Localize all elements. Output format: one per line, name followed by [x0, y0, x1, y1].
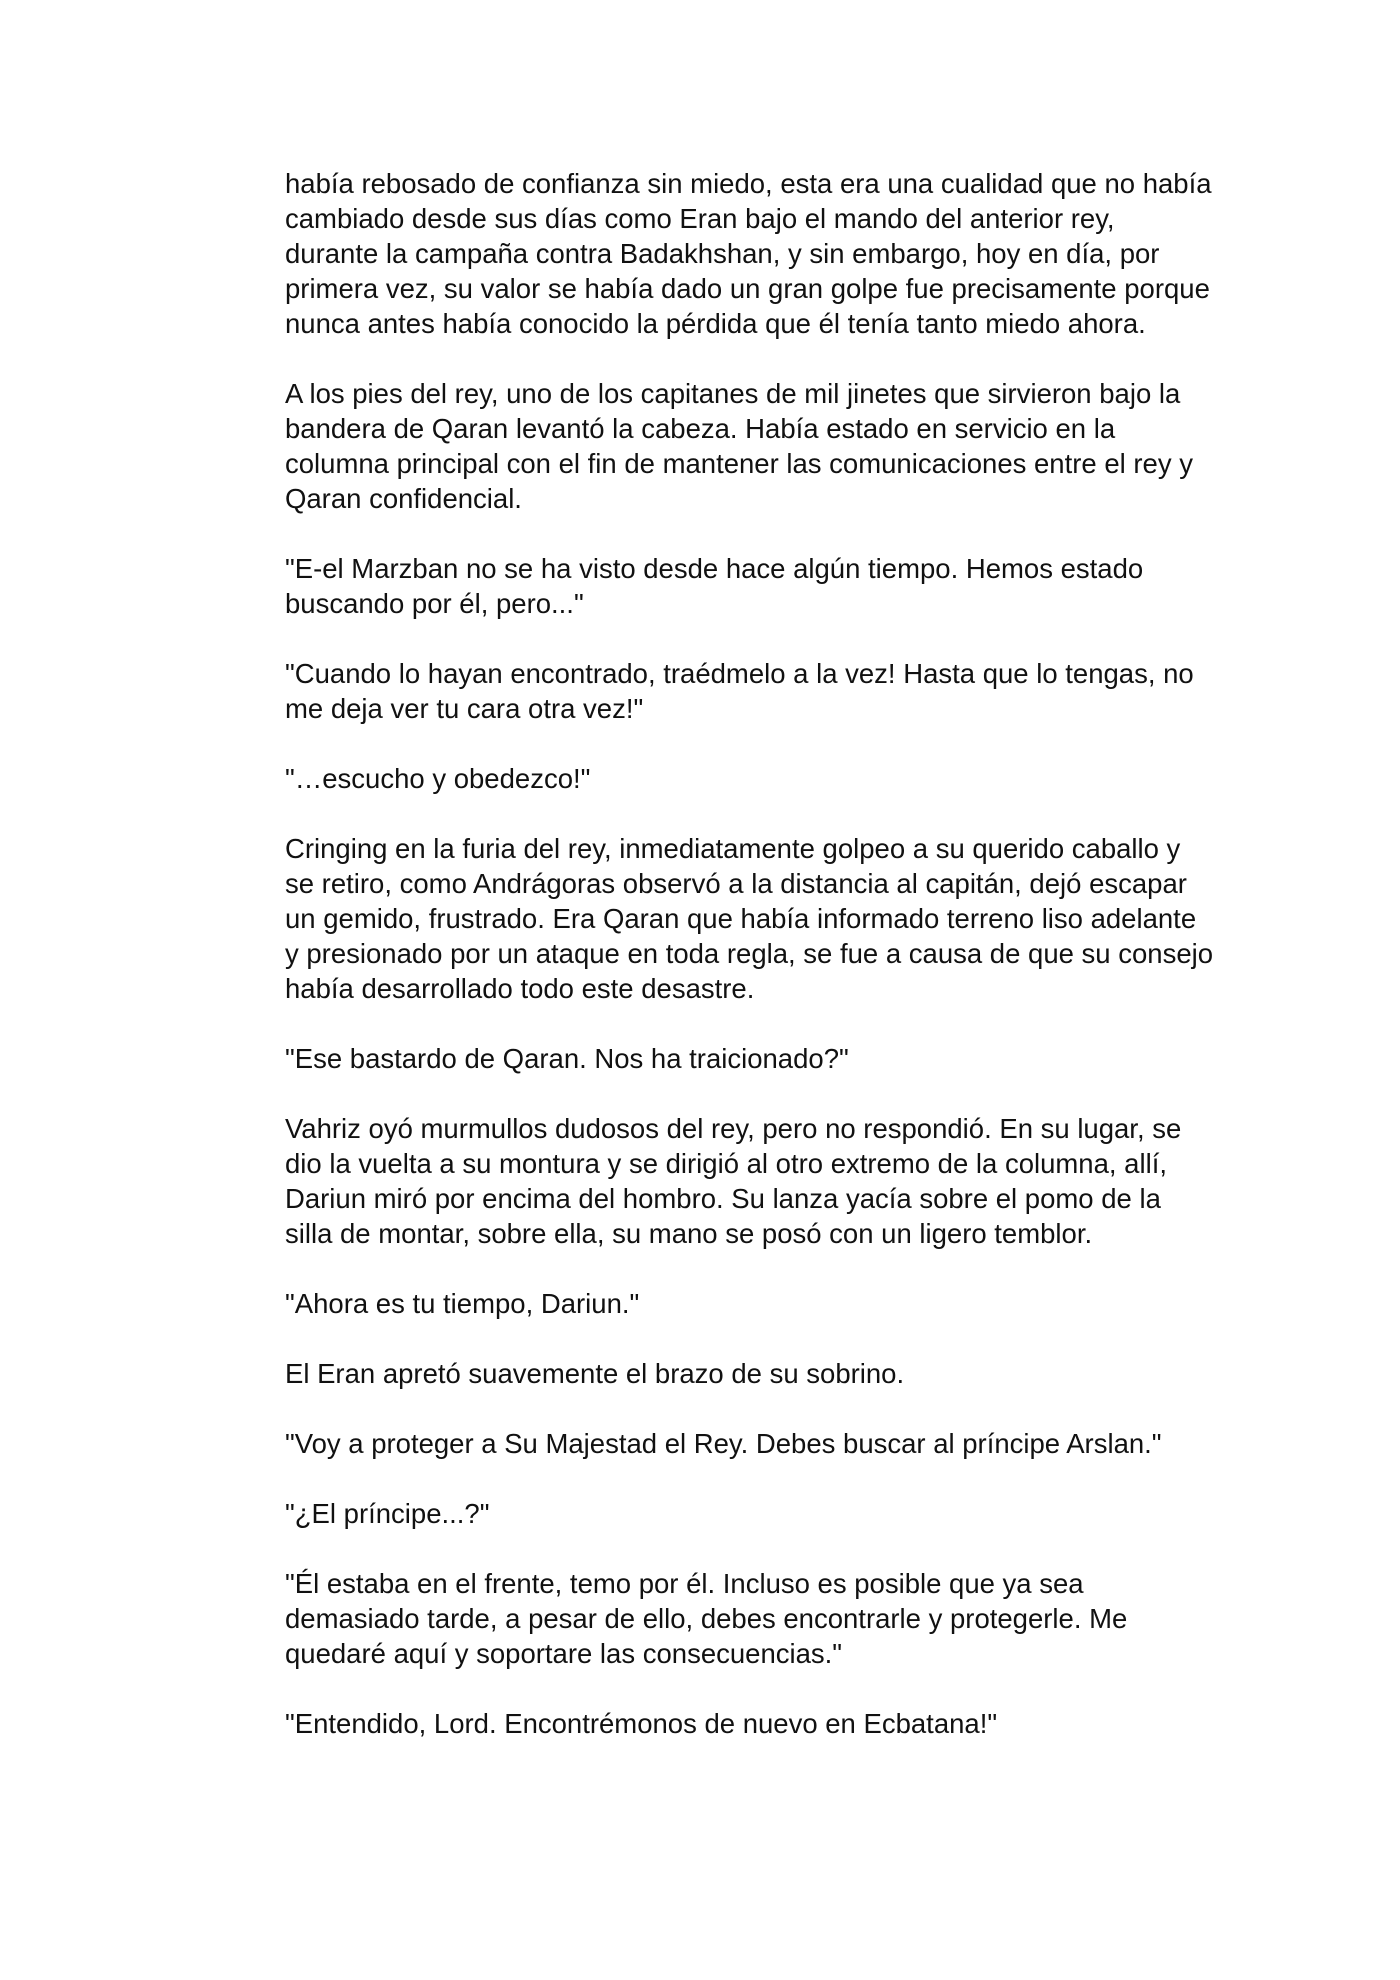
paragraph-1: había rebosado de confianza sin miedo, esta era una cualidad que no había cambiado desde sus días como Eran bajo el mando del anterior rey, durante la campaña contra Badakhshan, y sin embargo, hoy en día, por primera vez, su valor se había dado un gran golpe fue precisamente porque nunca antes había conocido la pérdida que él tenía tanto miedo ahora. — [285, 168, 1212, 339]
paragraph-4: "Cuando lo hayan encontrado, traédmelo a la vez! Hasta que lo tengas, no me deja ver tu cara otra vez!" — [285, 658, 1194, 724]
paragraph-2: A los pies del rey, uno de los capitanes de mil jinetes que sirvieron bajo la bandera de Qaran levantó la cabeza. Había estado en servicio en la columna principal con el fin de mantener las comunicaciones entre el rey y Qaran confidencial. — [285, 378, 1193, 514]
paragraph-3: "E-el Marzban no se ha visto desde hace algún tiempo. Hemos estado buscando por él, pero..." — [285, 553, 1144, 619]
paragraph-10: El Eran apretó suavemente el brazo de su sobrino. — [285, 1358, 905, 1389]
paragraph-12: "¿El príncipe...?" — [285, 1498, 490, 1529]
paragraph-9: "Ahora es tu tiempo, Dariun." — [285, 1288, 640, 1319]
document-body — [285, 166, 1215, 1741]
paragraph-13: "Él estaba en el frente, temo por él. Incluso es posible que ya sea demasiado tarde, a pesar de ello, debes encontrarle y protegerle. Me quedaré aquí y soportare las consecuencias." — [285, 1568, 1128, 1669]
paragraph-6: Cringing en la furia del rey, inmediatamente golpeo a su querido caballo y se retiro, como Andrágoras observó a la distancia al capitán, dejó escapar un gemido, frustrado. Era Qaran que había informado terreno liso adelante y presionado por un ataque en toda regla, se fue a causa de que su consejo había desarrollado todo este desastre. — [285, 833, 1214, 1004]
paragraph-5: "…escucho y obedezco!" — [285, 763, 591, 794]
paragraph-11: "Voy a proteger a Su Majestad el Rey. Debes buscar al príncipe Arslan." — [285, 1428, 1162, 1459]
paragraph-8: Vahriz oyó murmullos dudosos del rey, pero no respondió. En su lugar, se dio la vuelta a su montura y se dirigió al otro extremo de la columna, allí, Dariun miró por encima del hombro. Su lanza yacía sobre el pomo de la silla de montar, sobre ella, su mano se posó con un ligero temblor. — [285, 1113, 1182, 1249]
paragraph-7: "Ese bastardo de Qaran. Nos ha traicionado?" — [285, 1043, 849, 1074]
paragraph-14: "Entendido, Lord. Encontrémonos de nuevo en Ecbatana!" — [285, 1708, 998, 1739]
